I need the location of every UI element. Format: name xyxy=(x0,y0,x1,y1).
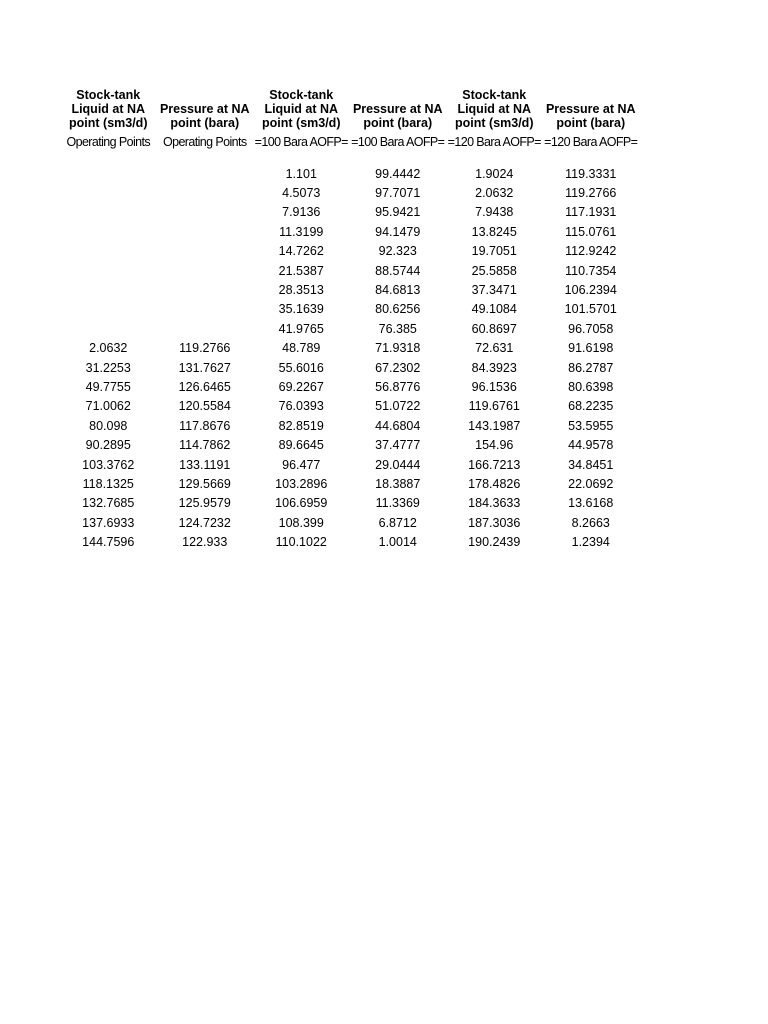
table-row xyxy=(60,222,640,241)
table-cell: 129.5669 xyxy=(178,476,231,491)
table-row xyxy=(60,455,640,474)
table-cell: 68.2235 xyxy=(568,399,614,414)
table-cell: 86.2787 xyxy=(568,360,614,375)
table-cell: 103.2896 xyxy=(275,476,328,491)
table-cell: 55.6016 xyxy=(278,360,324,375)
table-cell: 91.6198 xyxy=(568,341,614,356)
table-cell: 131.7627 xyxy=(178,360,231,375)
subheader-120-bara-liquid: =120 Bara AOFP= xyxy=(447,135,541,149)
header-stock-tank-liquid-op: Stock-tank Liquid at NA point (sm3/d) xyxy=(69,88,148,130)
table-row xyxy=(60,513,640,532)
table-cell: 76.385 xyxy=(378,321,417,336)
table-row xyxy=(60,377,640,396)
table-row xyxy=(60,474,640,493)
table-cell: 72.631 xyxy=(475,341,514,356)
table-cell: 120.5584 xyxy=(178,399,231,414)
table-cell: 80.6256 xyxy=(375,302,421,317)
table-cell: 71.0062 xyxy=(85,399,131,414)
table-cell: 106.6959 xyxy=(275,496,328,511)
table-cell: 19.7051 xyxy=(471,244,517,259)
table-row xyxy=(60,435,640,454)
table-row xyxy=(60,183,640,202)
table-row xyxy=(60,319,640,338)
table-cell: 2.0632 xyxy=(475,186,514,201)
table-cell: 114.7862 xyxy=(179,438,231,453)
table-cell: 92.323 xyxy=(378,244,417,259)
table-cell: 31.2253 xyxy=(85,360,131,375)
table-row xyxy=(60,164,640,183)
table-cell: 37.3471 xyxy=(471,283,517,298)
table-row xyxy=(60,494,640,513)
table-cell: 29.0444 xyxy=(375,457,421,472)
table-cell: 7.9136 xyxy=(282,205,321,220)
table-cell: 56.8776 xyxy=(375,379,421,394)
table-cell: 82.8519 xyxy=(278,418,324,433)
header-stock-tank-liquid-120: Stock-tank Liquid at NA point (sm3/d) xyxy=(455,88,534,130)
table-cell: 80.098 xyxy=(89,418,128,433)
table-cell: 103.3762 xyxy=(82,457,135,472)
table-cell: 1.0014 xyxy=(378,535,417,550)
table-cell: 53.5955 xyxy=(568,418,614,433)
table-cell: 119.3331 xyxy=(565,166,617,181)
subheader-operating-points-pressure: Operating Points xyxy=(162,135,247,149)
table-cell: 22.0692 xyxy=(568,476,614,491)
table-cell: 18.3887 xyxy=(375,476,421,491)
table-cell: 44.6804 xyxy=(375,418,421,433)
table-cell: 1.9024 xyxy=(475,166,514,181)
table-cell: 67.2302 xyxy=(375,360,421,375)
table-cell: 76.0393 xyxy=(278,399,324,414)
table-cell: 13.6168 xyxy=(568,496,614,511)
table-cell: 49.7755 xyxy=(85,379,131,394)
table-row xyxy=(60,203,640,222)
table-row xyxy=(60,300,640,319)
table-cell: 143.1987 xyxy=(468,418,521,433)
subheader-operating-points-liquid: Operating Points xyxy=(66,135,150,149)
table-cell: 11.3199 xyxy=(279,224,324,239)
table-cell: 34.8451 xyxy=(568,457,614,472)
table-cell: 95.9421 xyxy=(375,205,421,220)
subheader-120-bara-pressure: =120 Bara AOFP= xyxy=(544,135,638,149)
header-pressure-op: Pressure at NA point (bara) xyxy=(159,102,250,130)
table-cell: 88.5744 xyxy=(375,263,421,278)
table-cell: 106.2394 xyxy=(564,283,617,298)
table-cell: 133.1191 xyxy=(179,457,231,472)
table-cell: 90.2895 xyxy=(85,438,131,453)
table-cell: 4.5073 xyxy=(282,186,321,201)
table-cell: 184.3633 xyxy=(468,496,521,511)
table-cell: 118.1325 xyxy=(82,476,134,491)
table-cell: 71.9318 xyxy=(375,341,421,356)
table-cell: 51.0722 xyxy=(375,399,421,414)
table-cell: 96.7058 xyxy=(568,321,614,336)
table-cell: 119.2766 xyxy=(565,186,617,201)
table-cell: 178.4826 xyxy=(468,476,521,491)
table-cell: 144.7596 xyxy=(82,535,135,550)
table-row xyxy=(60,339,640,358)
table-cell: 94.1479 xyxy=(375,224,421,239)
table-cell: 60.8697 xyxy=(471,321,517,336)
table-cell: 69.2267 xyxy=(278,379,324,394)
table-cell: 187.3036 xyxy=(468,515,521,530)
table-cell: 1.101 xyxy=(285,166,317,181)
table-cell: 154.96 xyxy=(475,438,514,453)
header-row xyxy=(60,82,640,130)
header-stock-tank-liquid-100: Stock-tank Liquid at NA point (sm3/d) xyxy=(262,88,341,130)
table-cell: 1.2394 xyxy=(571,535,610,550)
table-cell: 8.2663 xyxy=(571,515,610,530)
table-cell: 28.3513 xyxy=(278,283,324,298)
table-cell: 89.6645 xyxy=(278,438,324,453)
header-pressure-100: Pressure at NA point (bara) xyxy=(352,102,443,130)
table-cell: 126.6465 xyxy=(178,379,231,394)
table-row xyxy=(60,532,640,551)
table-cell: 115.0761 xyxy=(565,224,617,239)
table-cell: 119.2766 xyxy=(179,341,231,356)
table-cell: 166.7213 xyxy=(468,457,521,472)
table-cell: 35.1639 xyxy=(278,302,324,317)
table-cell: 117.1931 xyxy=(565,205,617,220)
table-cell: 97.7071 xyxy=(375,186,421,201)
table-cell: 119.6761 xyxy=(468,399,520,414)
table-cell: 80.6398 xyxy=(568,379,614,394)
table-cell: 25.5858 xyxy=(471,263,517,278)
subheader-row xyxy=(60,132,640,152)
table-cell: 21.5387 xyxy=(278,263,324,278)
table-row xyxy=(60,261,640,280)
table-cell: 84.3923 xyxy=(471,360,517,375)
table-row xyxy=(60,358,640,377)
table-cell: 117.8676 xyxy=(179,418,231,433)
table-cell: 132.7685 xyxy=(82,496,135,511)
table-cell: 13.8245 xyxy=(471,224,517,239)
table-cell: 96.477 xyxy=(282,457,321,472)
subheader-100-bara-liquid: =100 Bara AOFP= xyxy=(254,135,348,149)
table-cell: 96.1536 xyxy=(471,379,517,394)
table-row xyxy=(60,397,640,416)
table-cell: 44.9578 xyxy=(568,438,614,453)
table-cell: 7.9438 xyxy=(475,205,514,220)
table-cell: 112.9242 xyxy=(565,244,617,259)
table-cell: 49.1084 xyxy=(471,302,517,317)
table-cell: 37.4777 xyxy=(375,438,421,453)
table-cell: 41.9765 xyxy=(278,321,324,336)
data-rows xyxy=(60,164,640,552)
table-cell: 190.2439 xyxy=(468,535,521,550)
table-cell: 2.0632 xyxy=(89,341,128,356)
table-cell: 110.1022 xyxy=(275,535,327,550)
table-cell: 110.7354 xyxy=(565,263,617,278)
table-cell: 125.9579 xyxy=(178,496,231,511)
table-cell: 99.4442 xyxy=(375,166,421,181)
table-row xyxy=(60,242,640,261)
table-cell: 48.789 xyxy=(282,341,321,356)
table-row xyxy=(60,416,640,435)
header-pressure-120: Pressure at NA point (bara) xyxy=(545,102,636,130)
table-cell: 108.399 xyxy=(278,515,324,530)
table-cell: 122.933 xyxy=(182,535,228,550)
spacer-row xyxy=(60,152,640,164)
table-cell: 6.8712 xyxy=(378,515,417,530)
table-cell: 14.7262 xyxy=(278,244,324,259)
table-cell: 11.3369 xyxy=(375,496,420,511)
table-cell: 84.6813 xyxy=(375,283,421,298)
spreadsheet-table xyxy=(60,82,640,552)
table-cell: 124.7232 xyxy=(178,515,231,530)
table-cell: 101.5701 xyxy=(564,302,617,317)
subheader-100-bara-pressure: =100 Bara AOFP= xyxy=(351,135,445,149)
table-row xyxy=(60,280,640,299)
table-cell: 137.6933 xyxy=(82,515,135,530)
